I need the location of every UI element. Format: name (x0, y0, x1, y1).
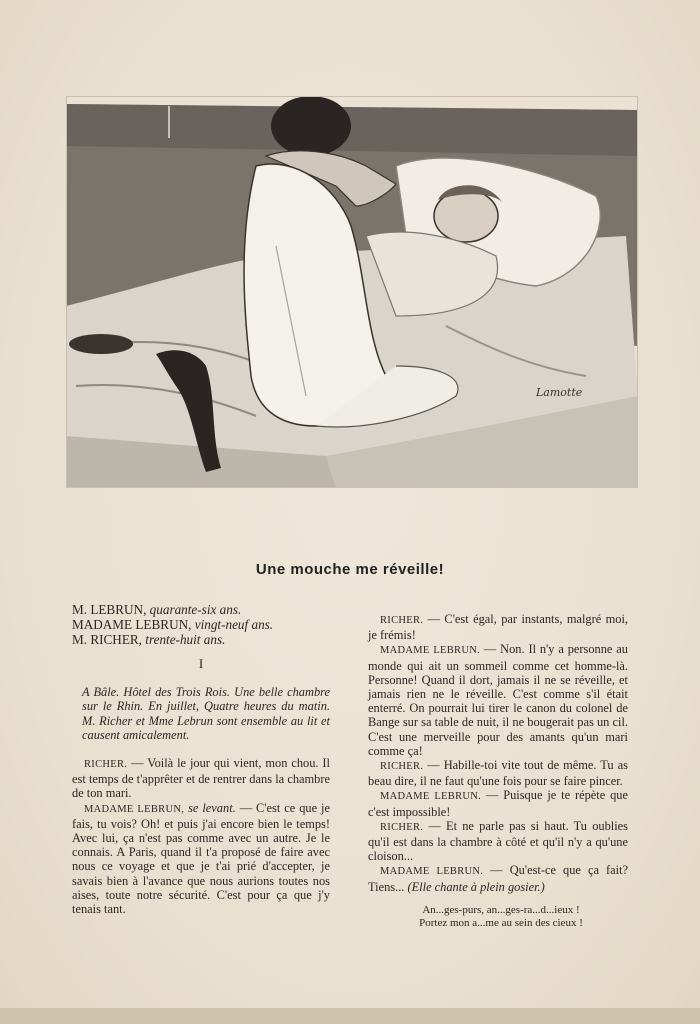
spoken-text: — Qu'est-ce que ça fait? Tiens... (368, 863, 628, 894)
spoken-text: — C'est égal, par instants, malgré moi, je frémis! (368, 612, 628, 643)
spoken-text: — Non. Il n'y a personne au monde qui ait un sommeil comme cet homme-là. Personne! Quand il dort, jamais il ne se réveille, et jamais rien ne le réveille. C'est comme s'il était enterré. On pourrait lui tirer le canon du colonel de Bange sur sa table de nuit, il ne bougerait pas un cil. C'est une merveille pour des amants qu'un mari comme ça! (368, 642, 628, 758)
cast-list (72, 602, 330, 647)
stage-direction: A Bâle. Hôtel des Trois Rois. Une belle chambre sur le Rhin. En juillet, Quatre heures du matin. M. Richer et Mme Lebrun sont ensemble au lit et causent amicalement. (82, 685, 330, 742)
speaker-name: RICHER. (84, 759, 128, 771)
speaker-name: RICHER. (380, 615, 424, 626)
dialogue-line (368, 788, 628, 818)
cast-name: MADAME LEBRUN, (72, 617, 192, 632)
dialogue-line (368, 612, 628, 642)
dialogue-line (72, 756, 330, 801)
dialogue-line (368, 642, 628, 758)
spoken-text: — Et ne parle pas si haut. Tu oublies qu'il est dans la chambre à côté et qu'il n'y a qu'une cloison... (368, 818, 628, 864)
page-edge (0, 1008, 700, 1024)
dialogue-line (72, 801, 330, 917)
song-lyrics (368, 904, 628, 930)
cast-desc: quarante-six ans. (149, 602, 242, 617)
spoken-text: — Puisque je te répète que c'est impossible! (368, 788, 628, 819)
speaker-name: MADAME LEBRUN. (380, 791, 482, 803)
cast-line (72, 617, 330, 632)
action-direction: (Elle chante à plein gosier.) (407, 879, 545, 894)
dialogue-line (368, 863, 628, 893)
speaker-name: MADAME LEBRUN. (380, 866, 484, 878)
right-column (368, 612, 628, 930)
speaker-name: MADAME LEBRUN, (84, 803, 185, 815)
cast-desc: trente-huit ans. (145, 632, 226, 647)
artist-signature: Lamotte (536, 386, 583, 399)
song-line: An...ges-purs, an...ges-ra...d...ieux ! (422, 903, 580, 916)
cast-name: M. RICHER, (72, 632, 142, 647)
bedroom-illustration (66, 96, 638, 488)
page-title: Une mouche me réveille! (255, 561, 445, 578)
dialogue-line (368, 819, 628, 864)
speaker-name: RICHER. (380, 821, 424, 833)
cast-name: M. LEBRUN, (72, 602, 147, 617)
cast-line (72, 632, 330, 647)
cast-desc: vingt-neuf ans. (194, 617, 274, 632)
spoken-text: — C'est ce que je fais, tu vois? Oh! et puis j'ai encore bien le temps! Avec lui, ça n'est pas comme avec un autre. Je le connais. A Paris, quand il t'a proposé de faire avec nous ce voyage et que je t'ai prié d'accepter, je savais bien à l'avance que nous aurions toutes nos aises, toute notre sécurité. C'est pour ça que j'y tenais tant. (72, 800, 330, 917)
dialogue-line (368, 758, 628, 788)
spoken-text: — Habille-toi vite tout de même. Tu as beau dire, il ne faut qu'une fois pour se faire pincer. (368, 758, 628, 789)
song-line: Portez mon a...me au sein des cieux ! (419, 916, 583, 929)
action-direction: se levant. (184, 800, 236, 815)
right-dialogue (368, 612, 628, 894)
left-column (72, 602, 330, 916)
scene-number: I (198, 656, 204, 671)
cast-line (72, 602, 330, 617)
speaker-name: RICHER. (380, 761, 424, 773)
speaker-name: MADAME LEBRUN. (380, 645, 481, 657)
spoken-text: — Voilà le jour qui vient, mon chou. Il est temps de t'apprêter et de rentrer dans la chambre de ton mari. (72, 756, 330, 801)
left-dialogue (72, 756, 330, 916)
